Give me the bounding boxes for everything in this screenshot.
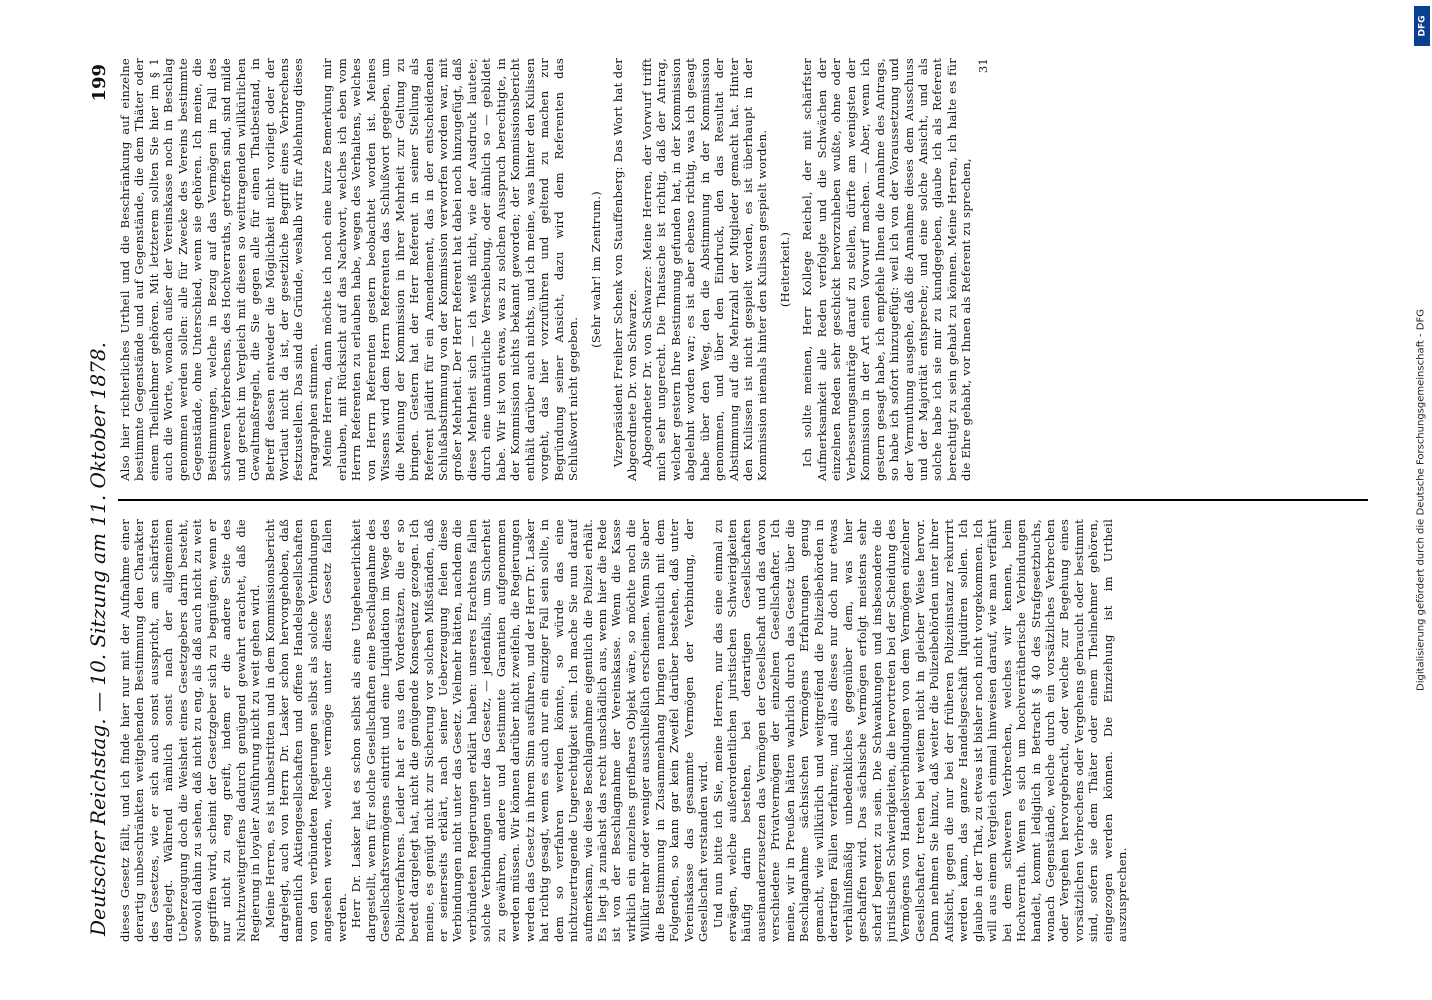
interjection: (Heiterkeit.): [777, 231, 792, 308]
paragraph: Meine Herren, dann möchte ich noch eine kurze Bemerkung mir erlauben, mit Rücksicht auf das Nachwort, welches ich eben vom Herrn Referenten zu erlauben habe, wegen des Verhaltens, welches von Herrn Referenten gestern beobachtet worden ist. Meines Wissens wird dem Herrn Referenten das Schlußwort gegeben, um die Meinung der Kommission in ihrer Mehrheit zur Geltung zu bringen. Gestern hat der Herr Referent in seiner Stellung als Referent plädirt für ein Amendement, das in der entscheidenden Schlußabstimmung von der Kommission verworfen worden war, mit großer Mehrheit. Der Herr Referent hat dabei noch hinzugefügt, daß diese Mehrheit sich — ich weiß nicht, wie der Ausdruck lautete; durch eine unnatürliche Verschiebung, oder ähnlich so — gebildet habe. Wir ist von etwas, was zu solchen Ausspruch berechtigte, in der Kommission nichts bekannt geworden; der Kommissionsbericht enthält darüber auch nichts, und ich meine, was hinter den Kulissen vorgeht, das hier vorzuführen und geltend zu machen zur Begründung seiner Ansicht, dazu wird dem Referenten das Schlußwort nicht gegeben.: [320, 58, 581, 481]
paragraph: Meine Herren, es ist unbestritten und in dem Kommissionsbericht dargelegt, auch von Herrn Dr. Lasker schon hervorgehoben, daß namentlich Aktiengesellschaften und offene Handelsgesellschaften von den verbündeten Regierungen selbst als solche Verbindungen angesehen werden, welche vermöge unter dieses Gesetz fallen werden.: [262, 519, 349, 942]
right-column: [118, 58, 1368, 481]
column-rule: [118, 499, 1368, 501]
signature-mark: 31: [975, 58, 990, 74]
text-columns: [118, 58, 1368, 942]
running-title: Deutscher Reichstag. — 10. Sitzung am 11. Oktober 1878.: [86, 342, 110, 936]
paragraph: Und nun bitte ich Sie, meine Herren, nur das eine einmal zu erwägen, welche außerordentlichen juristischen Schwierigkeiten häufig darin bestehen, bei derartigen Gesellschaften auseinanderzusetzen das Vermögen der Gesellschaft und das davon verschiedene Privatvermögen der einzelnen Gesellschafter. Ich meine, wir in Preußen hätten wahrlich durch das Gesetz über die Beschlagnahme sächsischen Vermögens Erfahrungen genug gemacht, wie willkürlich und weitgreifend die Polizeibehörden in derartigen Fällen verfahren; und alles dieses nur doch nur etwas verhältnißmäßig unbedenkliches gegenüber dem, was hier geschaffen wird. Das sächsische Vermögen erfolgt meistens sehr scharf begrenzt zu sein. Die Schwankungen und insbesondere die juristischen Schwierigkeiten, die hervortreten bei der Scheidung des Vermögens von Handelsverbindungen von dem Vermögen einzelner Gesellschafter, treten bei weitem nicht in gleicher Weise hervor. Dann nehmen Sie hinzu, daß weiter die Polizeibehörden unter ihrer Aufsicht, gegen die nur bei der früheren Polizeiinstanz rekurrirt werden kann, das ganze Handelsgeschäft liquidiren sollen. Ich glaube in der That, zu etwas ist bisher noch nicht vorgekommen. Ich will aus einem Vergleich einmal hinweisen darauf, wie man verfährt bei dem schweren Verbrechen, welches wir kennen, beim Hochverrath. Wenn es sich um hochverrätherische Verbindungen handelt, kommt lediglich in Betracht § 40 des Strafgesetzbuchs, wonach Gegenstände, welche durch ein vorsätzliches Verbrechen oder Vergehen hervorgebracht, oder welche zur Begehung eines vorsätzlichen Verbrechens oder Vergehens gebraucht oder bestimmt sind, sofern sie dem Thäter oder einem Theilnehmer gehören, eingezogen werden können. Die Einziehung ist im Urtheil auszusprechen.: [710, 519, 1130, 942]
dfg-logo-text: DFG: [1417, 15, 1428, 37]
digitization-credit: Digitalisierung gefördert durch die Deutsche Forschungsgemeinschaft - DFG: [1415, 308, 1427, 692]
page-number: 199: [89, 64, 110, 102]
speaker-paragraph: Abgeordneter Dr. von Schwarze: Meine Herren, der Vorwurf trifft mich sehr ungerecht. Die Thatsache ist richtig, daß der Antrag, welcher gestern Ihre Bestimmung gefunden hat, in der Kommission abgelehnt worden war; es ist aber ebenso richtig, was ich gesagt habe über den Weg, den die Abstimmung in der Kommission genommen, und über den Eindruck, den das Resultat der Abstimmung auf die Mehrzahl der Mitglieder gemacht hat. Hinter den Kulissen ist nicht gespielt worden, es ist überhaupt in der Kommission niemals hinter den Kulissen gespielt worden.: [639, 58, 770, 481]
page-header: [86, 58, 118, 942]
speaker-paragraph: Vizepräsident Freiherr Schenk von Stauffenberg: Das Wort hat der Abgeordnete Dr. von Schwarze.: [610, 58, 640, 481]
rotated-page: [46, 40, 1386, 960]
left-column: [118, 519, 1368, 942]
paragraph: dieses Gesetz fällt, und ich finde hier nur mit der Aufnahme einer derartig unbeschränkten weitgehenden Bestimmung den Charakter des Gesetzes, wie er sich auch sonst ausspricht, am schärfsten dargelegt. Während nämlich sonst nach der allgemeinen Ueberzeugung doch die Weisheit eines Gesetzgebers darin besteht, sowohl dahin zu sehen, daß nicht zu eng, als daß auch nicht zu weit gegriffen wird, scheint der Gesetzgeber sich zu begnügen, wenn er nur nicht zu eng greift, indem er die andere Seite des Nichtzuweitgreifens dadurch genügend gewahrt erachtet, daß die Regierung in loyaler Ausführung nicht zu weit gehen wird.: [118, 519, 263, 942]
paragraph: Also hier richterliches Urtheil und die Beschränkung auf einzelne bestimmte Gegenstände und auf Gegenstände, die dem Thäter oder einem Theilnehmer gehören. Mit letzterem sollten Sie hier im § 1 auch die Worte, wonach außer der Vereinskasse noch in Beschlag genommen werden sollen: alle für Zwecke des Vereins bestimmte Gegenstände, ohne Unterschied, wenn sie gehören. Ich meine, die Bestimmungen, welche in Bezug auf das Vermögen im Fall des schweren Verbrechens, des Hochverraths, getroffen sind, sind milde und gerecht im Vergleich mit diesen so weittragenden willkürlichen Gewaltmaßregeln, die Sie gegen alle für einen Thatbestand, in Betreff dessen entweder die Möglichkeit nicht vorliegt oder der Wortlaut nicht da ist, der gesetzliche Begriff eines Verbrechens festzustellen. Das sind die Gründe, weshalb wir für Ablehnung dieses Paragraphen stimmen.: [118, 58, 320, 481]
dfg-logo: [1414, 6, 1430, 46]
paragraph: Herr Dr. Lasker hat es schon selbst als eine Ungeheuerlichkeit dargestellt, wenn für solche Gesellschaften eine Beschlagnahme des Gesellschaftsvermögens eintritt und eine Liquidation im Wege des Polizeiverfahrens. Leider hat er aus den Vordersätzen, die er so beredt dargelegt hat, nicht die genügende Konsequenz gezogen. Ich meine, es genügt nicht zur Sicherung vor solchen Mißständen, daß er seinerseits erklärt, nach seiner Ueberzeugung fielen diese Verbindungen nicht unter das Gesetz. Vielmehr hätten, nachdem die verbündeten Regierungen erklärt haben: unseres Erachtens fallen solche Verbindungen unter das Gesetz, — jedenfalls, um Sicherheit zu gewähren, andere und bestimmte Garantien aufgenommen werden müssen. Wir können darüber nicht zweifeln, die Regierungen werden das Gesetz in ihrem Sinn ausführen, und der Herr Dr. Lasker hat richtig gesagt, wenn es auch nur ein einziger Fall sein sollte, in dem so verfahren werden könnte, so würde das eine nichtzuertragende Ungerechtigkeit sein. Ich mache Sie nun darauf aufmerksam, wie diese Beschlagnahme eigentlich die Polizei erhält. Es liegt ja zunächst das recht unschädlich aus, wenn hier die Rede ist von der Beschlagnahme der Vereinskasse. Wenn die Kasse wirklich ein einzelnes greifbares Objekt wäre, so möchte noch die Willkür mehr oder weniger ausschließlich erscheinen. Wenn Sie aber die Bestimmung in Zusammenhang bringen namentlich mit dem Folgenden, so kann gar kein Zweifel darüber bestehen, daß unter Vereinskasse das gesammte Vermögen der Verbindung, der Gesellschaft verstanden wird.: [349, 519, 711, 942]
paragraph: Ich sollte meinen, Herr Kollege Reichel, der mit schärfster Aufmerksamkeit alle Reden verfolgte und die Schwächen der einzelnen Reden sehr geschickt hervorzuheben wußte, ohne oder Verbesserungsanträge darauf zu stellen, dürfte am wenigsten der Kommission in der Art einen Vorwurf machen. — Aber, wenn ich gestern gesagt habe, ich empfehle Ihnen die Annahme des Antrags, so habe ich sofort hinzugefügt: weil ich von der Voraussetzung und der Vermuthung ausgehe, daß die Annahme dieses dem Ausschuss und der Majorität entspreche; und eine solche Ansicht, und als solche habe ich sie mir zu kundgegeben, glaube ich als Referent berechtigt zu sein gehabt zu können. Meine Herren, ich halte es für die Ehre gehabt, vor Ihnen als Referent zu sprechen,: [800, 58, 974, 481]
interjection: (Sehr wahr! im Zentrum.): [588, 191, 603, 348]
